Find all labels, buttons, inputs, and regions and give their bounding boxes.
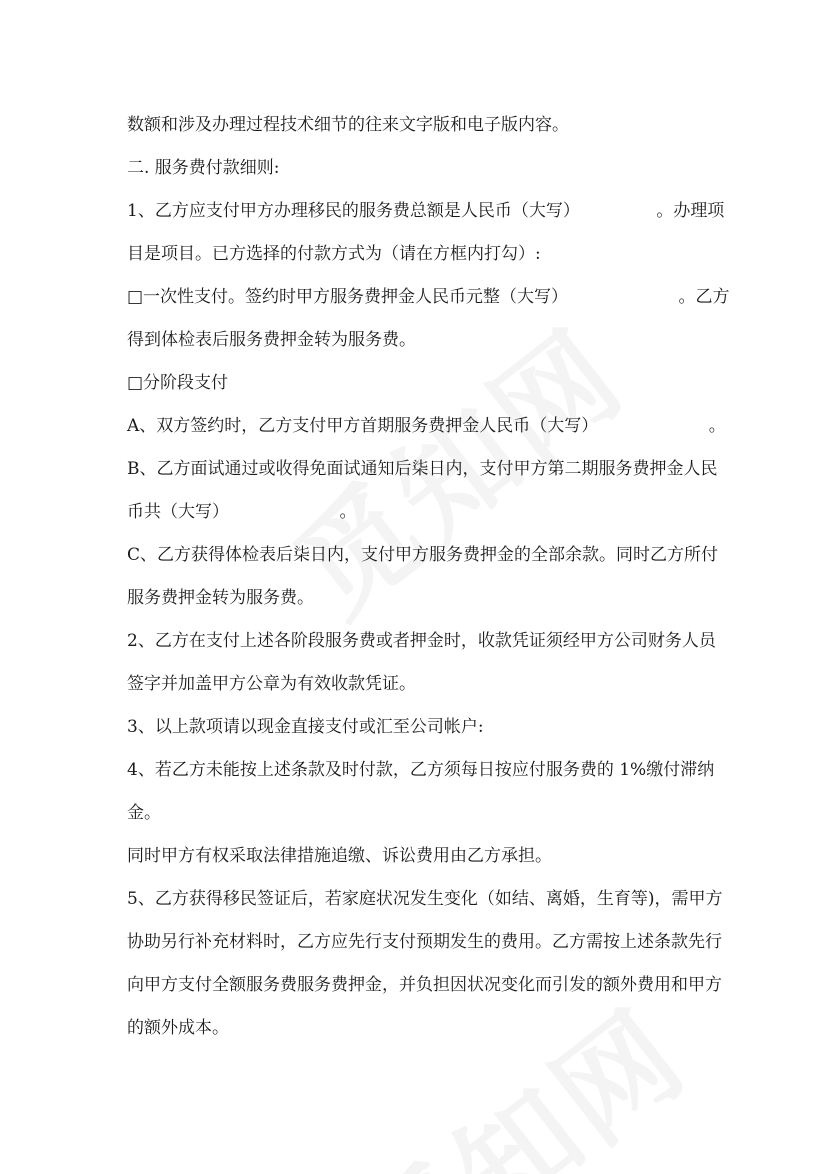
text-line: 3、以上款项请以现金直接支付或汇至公司帐户:: [127, 717, 484, 737]
text-line: 服务费押金转为服务费。: [127, 588, 314, 608]
text-line: B、乙方面试通过或收得免面试通知后柒日内，支付甲方第二期服务费押金人民: [127, 459, 718, 479]
checkbox-option-line: □一次性支付。签约时甲方服务费押金人民币元整（大写） 。乙方: [127, 287, 730, 307]
text-line: 5、乙方获得移民签证后，若家庭状况发生变化（如结、离婚，生育等)，需甲方: [127, 889, 723, 909]
text-line: 协助另行补充材料时，乙方应先行支付预期发生的费用。乙方需按上述条款先行: [127, 932, 722, 952]
text-line: 签字并加盖甲方公章为有效收款凭证。: [127, 674, 416, 694]
text-line: 向甲方支付全额服务费服务费押金，并负担因状况变化而引发的额外费用和甲方: [127, 975, 722, 995]
text-line: 1、乙方应支付甲方办理移民的服务费总额是人民币（大写） 。办理项: [127, 201, 725, 221]
text-line: 得到体检表后服务费押金转为服务费。: [127, 330, 416, 350]
text-line: 4、若乙方未能按上述条款及时付款，乙方须每日按应付服务费的 1%缴付滞纳: [127, 760, 715, 780]
section-heading: 二. 服务费付款细则:: [127, 158, 280, 178]
text-line: 同时甲方有权采取法律措施追缴、诉讼费用由乙方承担。: [127, 846, 552, 866]
text-line: 的额外成本。: [127, 1018, 229, 1038]
text-line: 目是项目。已方选择的付款方式为（请在方框内打勾）:: [127, 244, 541, 264]
text-line: 2、乙方在支付上述各阶段服务费或者押金时，收款凭证须经甲方公司财务人员: [127, 631, 716, 651]
text-line: 币共（大写） 。: [127, 502, 357, 522]
text-line: 数额和涉及办理过程技术细节的往来文字版和电子版内容。: [127, 115, 569, 135]
text-line: A、双方签约时，乙方支付甲方首期服务费押金人民币（大写） 。: [127, 416, 726, 436]
document-body: [127, 104, 730, 1050]
checkbox-option-line: □分阶段支付: [127, 373, 229, 393]
text-line: C、乙方获得体检表后柒日内，支付甲方服务费押金的全部余款。同时乙方所付: [127, 545, 719, 565]
text-line: 金。: [127, 803, 161, 823]
